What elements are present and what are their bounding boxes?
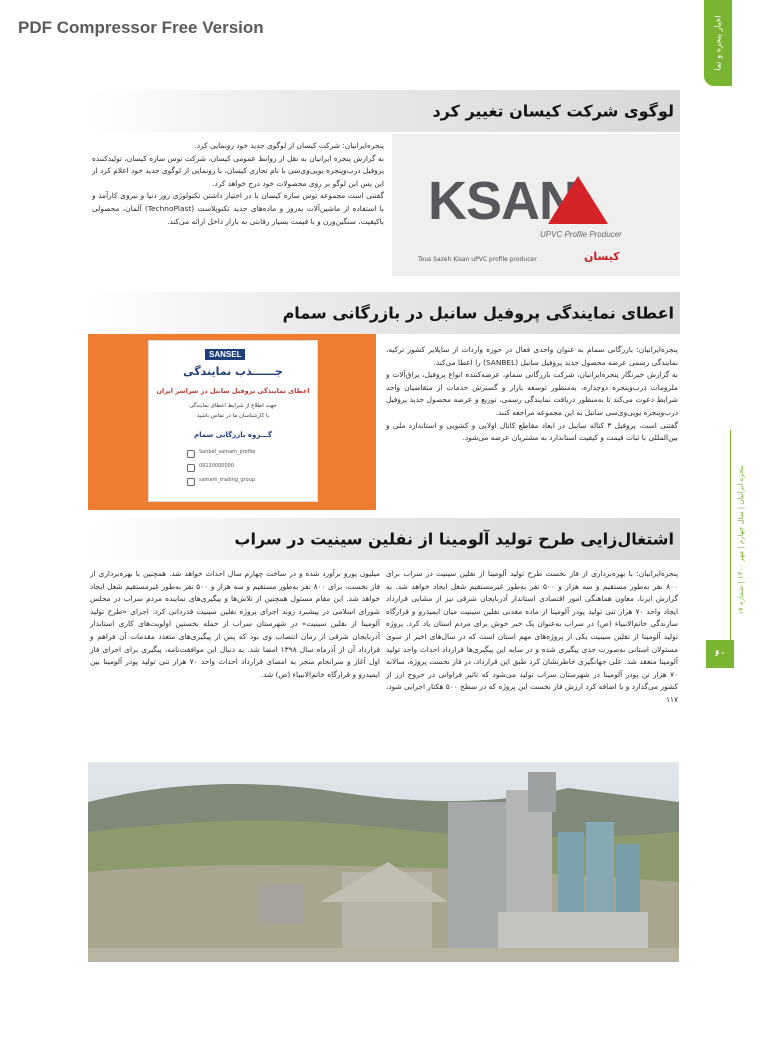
section-tab-label: اخبار پنجره و نما [713, 15, 723, 71]
sanbel-poster [148, 340, 318, 502]
article-1-paragraph: به گزارش پنجره ایرانیان به نقل از روابط عمومی کیسان، شرکت توس سازه کیسان، تولیدکننده پروفیل درب‌وپنجره یوپی‌وی‌سی با نام تجاری کیسان، با رونمایی از لوگوی جدید خود اعلام کرد از این پس این لوگو بر روی محصولات خود درج خواهد کرد. [92, 153, 384, 188]
article-2-title: اعطای نمایندگی پروفیل سانبل در بازرگانی سمام [282, 303, 674, 323]
article-3-title: اشتغال‌زایی طرح تولید آلومینا از نفلین سینیت در سراب [234, 529, 674, 549]
ksan-logo-image [392, 134, 680, 276]
section-tab [704, 0, 732, 86]
ksan-tagline: UPVC Profile Producer [540, 230, 622, 239]
article-1-body [92, 140, 384, 228]
ksan-triangle-icon [548, 176, 608, 224]
article-2-paragraph: به گزارش خبرنگار پنجره‌ایرانیان، شرکت بازرگانی سمام، عرضه‌کننده انواع پروفیل، یراق‌آلات و ملزومات درب‌وپنجره دوجداره، به‌منظور توسعه بازار و گسترش خدمات از متقاضیان واجد شرایط دعوت می‌کند تا به‌منظور دریافت نمایندگی رسمی، توزیع و عرضه محصول جدید پروفیل درب‌وپنجره یوپی‌وی‌سی سانبل به این مجموعه مراجعه کنند. [386, 370, 678, 417]
ksan-footer-text: Tous Sazeh Kisan uPVC profile producer [418, 256, 537, 263]
poster-contact: 09120000000 [199, 463, 234, 469]
poster-headline: جــــــذب نمایندگی [183, 365, 283, 378]
telegram-icon [187, 478, 195, 486]
poster-contact: Sanbel_samam_profile [199, 449, 256, 455]
magazine-issue-info: پنجره ایرانیان | سال چهارم | مهر ۱۴۰۰ | شماره ۱۷ [737, 465, 745, 615]
poster-contact-row [187, 477, 297, 487]
watermark-text: PDF Compressor Free Version [18, 18, 264, 37]
poster-contact-row [187, 463, 297, 473]
article-1-title: لوگوی شرکت کیسان تغییر کرد [432, 101, 674, 121]
page-number: ۶۰ [706, 640, 734, 668]
article-2-paragraph: پنجره‌ایرانیان: بازرگانی سمام به عنوان واحدی فعال در حوزه واردات از ساپلایر کشور ترکیه، نمایندگی رسمی عرضه محصول جدید پروفیل سانبل (SANBEL) را اعطا می‌کند. [386, 345, 678, 367]
poster-company: گـــروه بازرگانی سمام [193, 431, 273, 439]
article-1-paragraph: گفتنی است مجموعه توس سازه کیسان با در اختیار داشتن تکنولوژی روز دنیا و نیروی کارآمد و با استفاده از ماشین‌آلات به‌روز و ماده‌های جدید تکنوپلاست (TechnoPlast) آلمان، محصولی باکیفیت، سنگین‌وزن و با قیمت بسیار رقابتی به بازار داخل ارائه می‌کند. [92, 191, 384, 226]
article-2-paragraph: گفتنی است، پروفیل ۳ کناله سانبل در ابعاد مقاطع کانال اولایی و کشویی و استاندارد ملی و بین‌المللی با ثبات قیمت و کیفیت استاندارد به مشتریان عرضه می‌شود. [386, 420, 678, 443]
instagram-icon [187, 450, 195, 458]
article-1-header [88, 90, 680, 132]
article-3-right-column: پنجره‌ایرانیان: با بهره‌برداری از فاز نخست طرح تولید آلومینا از نفلین سینیت در سراب برای ۸۰۰ نفر به‌طور مستقیم و سه هزار و ۵۰۰ نفر به‌طور غیرمستقیم شغل ایجاد خواهد شد. به گزارش ایرنا، معاون هماهنگی امور اقتصادی استاندار آذربایجان شرقی نیز از مشابی قرارداد ایجاد واحد ۷۰ هزار تنی تولید پودر آلومینا از ماده معدنی نفلین سینیت میان ایمیدرو و قرارگاه سازندگی خاتم‌الانبیاء (ص) در سراب به‌عنوان یک خبر خوش برای مردم استان یاد کرد. پروژه تولید آلومینا از نفلین سینیت یکی از پروژه‌های مهم استان است که در سال‌های اخیر از سوی مسئولان استانی به‌صورت جدی پیگیری شده و در سایه این پیگیری‌ها قرارداد احداث واحد تولید آلومینا منعقد شد. علی جهانگیری خاطرنشان کرد طبق این قرارداد، در فاز نخست پروژه، سالانه ۷۰ هزار تن پودر آلومینا در شهرستان سراب تولید می‌شود که تاثیر فراوانی در خروج ارز از کشور می‌گذارد و با اضافه کرد ارزش فاز نخست این پروژه که در سطح ۵۰۰ هکتار اجرایی شود، ۱۱۷ [386, 569, 679, 704]
sanbel-poster-image [88, 334, 376, 510]
article-2-header [88, 292, 680, 334]
poster-line-2: با کارشناسان ما در تماس باشید [196, 413, 270, 419]
article-1-paragraph: پنجره‌ایرانیان: شرکت کیسان از لوگوی جدید خود رونمایی کرد. [194, 141, 384, 150]
article-3-header [88, 518, 680, 560]
factory-illustration [88, 762, 679, 962]
article-2-body [386, 344, 678, 445]
side-divider [730, 430, 731, 640]
sanbel-logo: SANSEL [205, 349, 245, 360]
poster-contact: samam_trading_group [199, 477, 255, 483]
phone-icon [187, 464, 195, 472]
poster-line-1: جهت اطلاع از شرایط اعطای نمایندگی [189, 403, 277, 409]
article-3-left-column: میلیون یورو برآورد شده و در ساخت چهارم سال احداث خواهد شد. همچنین با بهره‌برداری از فاز نخست، برای ۸۰۰ نفر به‌طور مستقیم و سه هزار و ۵۰۰ نفر به‌طور غیرمستقیم شغل ایجاد خواهد شد. این مقام مسئول همچنین از تلاش‌ها و پیگیری‌های نماینده مردم سراب در مجلس شورای اسلامی در پیشبرد روند اجرای پروژه نفلین سینیت قدردانی کرد. اجرای «طرح تولید آلومینا از نفلین سینیت» در شهرستان سراب از جمله نخستین اولویت‌های کاری استاندار آذربایجان شرقی از زمان انتصاب وی بود که پس از پیگیری‌های متعدد مقدمات آن فراهم و قرارداد آن از آذرماه سال ۱۳۹۸ امضا شد. به دنبال این موافقت‌نامه، پیگیری برای اجرای فاز اول آغاز و سرانجام منجر به امضای قرارداد احداث واحد ۷۰ هزار تنی تولید پودر آلومینا بین ایمیدرو و قرارگاه خاتم‌الانبیاء (ص) شد. [90, 569, 381, 679]
ksan-wordmark: KSAN [428, 171, 578, 231]
ksan-brand-fa: کیسان [584, 250, 620, 263]
poster-contact-row [187, 449, 297, 459]
poster-title: اعطای نمایندگی پروفیل سانبل در سراسر ایران [156, 387, 310, 395]
factory-photo [88, 762, 679, 962]
